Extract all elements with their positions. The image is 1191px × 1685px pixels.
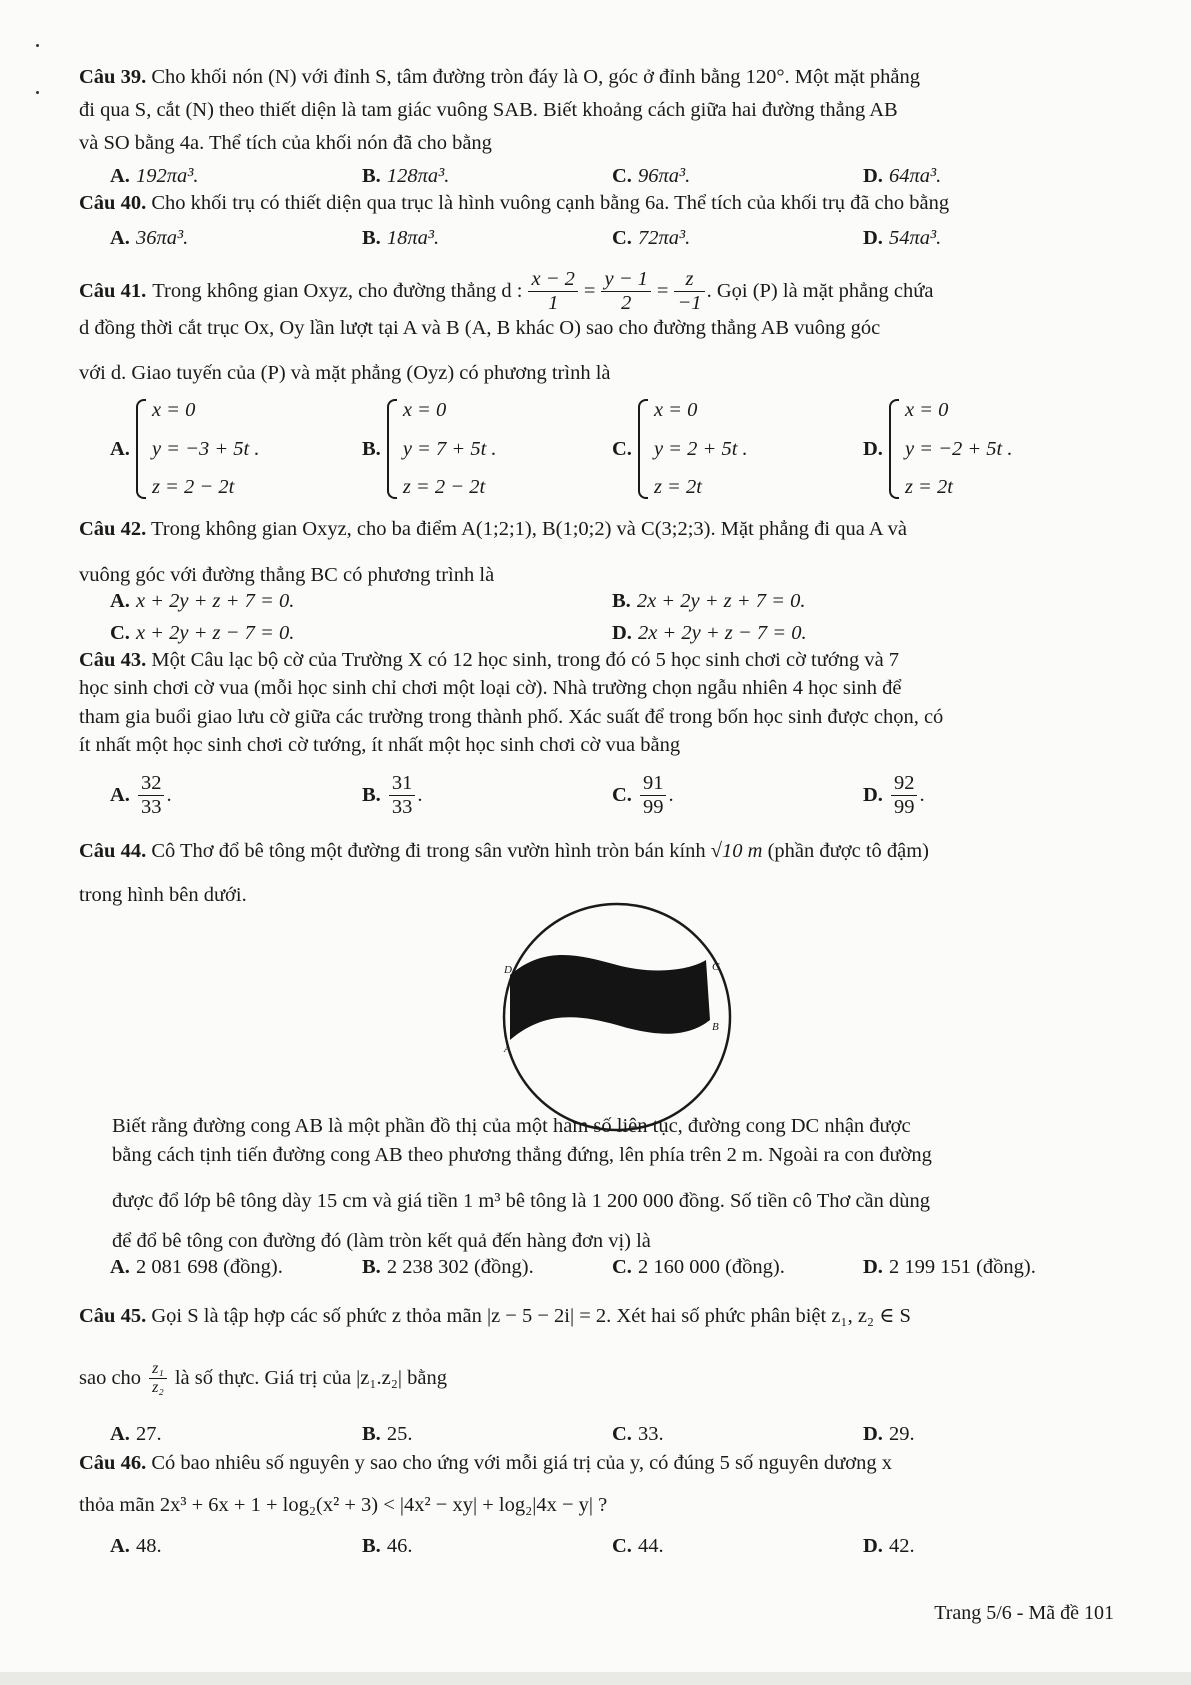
radius-value: √10 m	[710, 840, 763, 862]
option-b[interactable]: B. 18πa³.	[362, 227, 440, 249]
question-text: Trong không gian Oxyz, cho ba điểm A(1;2;1), B(1;0;2) và C(3;2;3). Mặt phẳng đi qua A và	[150, 518, 907, 540]
point-label-d: D	[504, 964, 512, 976]
option-d[interactable]: D. 42.	[863, 1535, 915, 1557]
question-text: sao cho	[79, 1367, 142, 1390]
fraction: $\frac{y - 1}{2}$	[601, 268, 650, 315]
concrete-path	[510, 955, 710, 1040]
question-text: Cô Thơ đổ bê tông một đường đi trong sân vườn hình tròn bán kính	[151, 840, 706, 862]
scan-dot	[36, 44, 39, 47]
option-c[interactable]: C. x + 2y + z − 7 = 0.	[110, 622, 295, 644]
question-text: Cho khối trụ có thiết diện qua trục là hình vuông cạnh bằng 6a. Thể tích của khối trụ đã cho bằng	[151, 192, 950, 214]
option-d[interactable]: D. 2x + 2y + z − 7 = 0.	[612, 622, 807, 644]
option-c[interactable]: C. 72πa³.	[612, 227, 691, 249]
question-text: trong hình bên dưới.	[79, 884, 247, 906]
fraction: $\frac{x - 2}{1}$	[528, 268, 577, 315]
option-d[interactable]: D. 64πa³.	[863, 165, 942, 187]
option-b[interactable]: B. 25.	[362, 1423, 413, 1445]
page-footer: Trang 5/6 - Mã đề 101	[934, 1602, 1114, 1624]
question-text: đi qua S, cắt (N) theo thiết diện là tam giác vuông SAB. Biết khoảng cách giữa hai đường thẳng AB	[79, 99, 898, 121]
option-d[interactable]: D. $\frac{92}{99}$ .	[863, 772, 925, 818]
option-a[interactable]: A. 36πa³.	[110, 227, 189, 249]
option-d[interactable]: D. x = 0 y = −2 + 5t . z = 2t	[863, 399, 1013, 499]
fraction: $\frac{z}{-1}$	[674, 268, 704, 315]
scan-dot	[36, 91, 39, 94]
question-text: Cho khối nón (N) với đỉnh S, tâm đường tròn đáy là O, góc ở đỉnh bằng 120°. Một mặt phẳng	[151, 66, 921, 88]
option-c[interactable]: C. $\frac{91}{99}$ .	[612, 772, 674, 818]
question-text: . Gọi (P) là mặt phẳng chứa	[706, 280, 934, 303]
question-label: Câu 42.	[79, 518, 147, 540]
question-text: tham gia buổi giao lưu cờ giữa các trường trong thành phố. Xác suất để trong bốn học sinh được chọn, có	[79, 706, 944, 728]
option-b[interactable]: B. 2x + 2y + z + 7 = 0.	[612, 590, 806, 612]
point-label-c: C	[712, 961, 720, 973]
question-text: Có bao nhiêu số nguyên y sao cho ứng với mỗi giá trị của y, có đúng 5 số nguyên dương x	[151, 1452, 892, 1474]
option-c[interactable]: C. 33.	[612, 1423, 664, 1445]
question-text: để đổ bê tông con đường đó (làm tròn kết quả đến hàng đơn vị) là	[112, 1230, 651, 1252]
question-label: Câu 46.	[79, 1452, 147, 1474]
option-a[interactable]: A. 192πa³.	[110, 165, 199, 187]
question-text: và SO bằng 4a. Thể tích của khối nón đã cho bằng	[79, 132, 492, 154]
option-a[interactable]: A. 48.	[110, 1535, 162, 1557]
question-label: Câu 39.	[79, 66, 147, 88]
option-a[interactable]: A. $\frac{32}{33}$ .	[110, 772, 172, 818]
option-a[interactable]: A. 2 081 698 (đồng).	[110, 1256, 283, 1278]
question-text: thỏa mãn 2x³ + 6x + 1 + log₂(x² + 3) < |4x² − xy| + log₂|4x − y| ?	[79, 1494, 608, 1516]
scan-edge	[0, 1672, 1191, 1685]
option-a[interactable]: A. x = 0 y = −3 + 5t . z = 2 − 2t	[110, 399, 260, 499]
question-text: ít nhất một học sinh chơi cờ tướng, ít nhất một học sinh chơi cờ vua bằng	[79, 734, 681, 756]
option-c[interactable]: C. 44.	[612, 1535, 664, 1557]
question-label: Câu 41.	[79, 280, 147, 303]
point-label-a: A	[504, 1043, 511, 1055]
option-b[interactable]: B. 46.	[362, 1535, 413, 1557]
question-label: Câu 40.	[79, 192, 147, 214]
question-text: Một Câu lạc bộ cờ của Trường X có 12 học sinh, trong đó có 5 học sinh chơi cờ tướng và 7	[151, 649, 900, 671]
question-text: bằng cách tịnh tiến đường cong AB theo phương thẳng đứng, lên phía trên 2 m. Ngoài ra con đường	[112, 1144, 932, 1166]
question-text: vuông góc với đường thẳng BC có phương trình là	[79, 564, 495, 586]
option-b[interactable]: B. 2 238 302 (đồng).	[362, 1256, 534, 1278]
question-text: Trong không gian Oxyz, cho đường thẳng d :	[152, 280, 523, 303]
garden-figure	[500, 900, 736, 1136]
question-text: Biết rằng đường cong AB là một phần đồ thị của một hàm số liên tục, đường cong DC nhận được	[112, 1115, 911, 1137]
question-label: Câu 43.	[79, 649, 147, 671]
option-d[interactable]: D. 54πa³.	[863, 227, 942, 249]
question-text: (phần được tô đậm)	[767, 840, 930, 862]
option-d[interactable]: D. 29.	[863, 1423, 915, 1445]
point-label-b: B	[712, 1021, 719, 1033]
question-text: học sinh chơi cờ vua (mỗi học sinh chỉ chơi một loại cờ). Nhà trường chọn ngẫu nhiên 4 học sinh để	[79, 677, 902, 699]
question-label: Câu 45.	[79, 1305, 147, 1327]
question-text: với d. Giao tuyến của (P) và mặt phẳng (Oyz) có phương trình là	[79, 362, 611, 384]
question-text: được đổ lớp bê tông dày 15 cm và giá tiền 1 m³ bê tông là 1 200 000 đồng. Số tiền cô Thơ cần dùng	[112, 1190, 931, 1212]
question-text: là số thực. Giá trị của |z₁.z₂| bằng	[174, 1367, 447, 1390]
question-text: d đồng thời cắt trục Ox, Oy lần lượt tại A và B (A, B khác O) sao cho đường thẳng AB vuông góc	[79, 317, 881, 339]
option-d[interactable]: D. 2 199 151 (đồng).	[863, 1256, 1036, 1278]
option-b[interactable]: B. x = 0 y = 7 + 5t . z = 2 − 2t	[362, 399, 497, 499]
option-b[interactable]: B. 128πa³.	[362, 165, 450, 187]
option-b[interactable]: B. $\frac{31}{33}$ .	[362, 772, 423, 818]
option-c[interactable]: C. 96πa³.	[612, 165, 691, 187]
question-label: Câu 44.	[79, 840, 147, 862]
question-text: Gọi S là tập hợp các số phức z thỏa mãn |z − 5 − 2i| = 2. Xét hai số phức phân biệt z₁, z₂ ∈ S	[151, 1305, 911, 1327]
option-c[interactable]: C. 2 160 000 (đồng).	[612, 1256, 785, 1278]
option-a[interactable]: A. 27.	[110, 1423, 162, 1445]
fraction: $\frac{\text{z₁}}{\text{z₂}}$	[149, 1360, 167, 1397]
option-c[interactable]: C. x = 0 y = 2 + 5t . z = 2t	[612, 399, 748, 499]
option-a[interactable]: A. x + 2y + z + 7 = 0.	[110, 590, 295, 612]
